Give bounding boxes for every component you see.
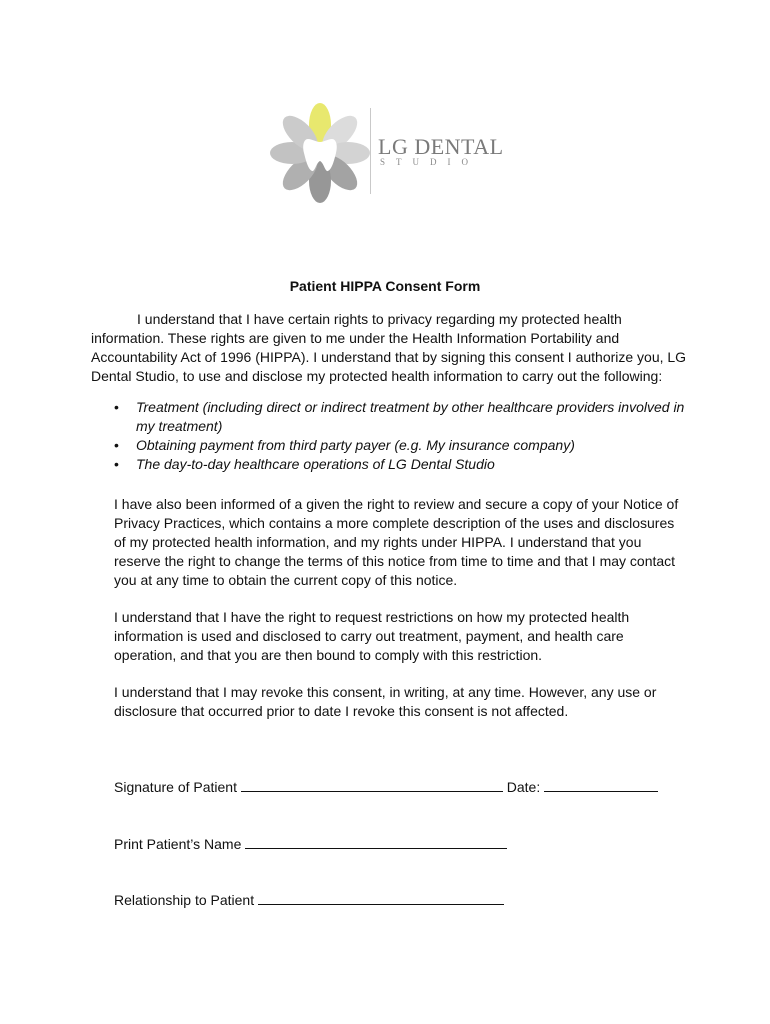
bullet-text: Treatment (including direct or indirect treatment by other healthcare providers involved in my treatment) [136, 399, 685, 434]
signature-field[interactable] [241, 777, 503, 792]
signature-label: Signature of Patient [114, 779, 237, 795]
print-name-label: Print Patient’s Name [114, 836, 242, 852]
print-name-row [114, 834, 507, 852]
relationship-row [114, 890, 504, 908]
date-field[interactable] [544, 777, 658, 792]
date-label: Date: [506, 779, 541, 795]
logo-divider [370, 108, 371, 194]
print-name-field[interactable] [245, 834, 507, 849]
bullet-icon: • [114, 456, 119, 472]
page-title: Patient HIPPA Consent Form [289, 278, 481, 294]
bullet-text: The day-to-day healthcare operations of LG Dental Studio [136, 456, 495, 472]
authorization-list [114, 398, 694, 474]
bullet-text: Obtaining payment from third party payer (e.g. My insurance company) [136, 437, 575, 453]
relationship-field[interactable] [258, 890, 504, 905]
signature-row [114, 777, 658, 795]
bullet-icon: • [114, 437, 119, 453]
logo-title: LG DENTAL [378, 134, 504, 159]
list-item [114, 398, 694, 436]
notice-paragraph: I have also been informed of a given the right to review and secure a copy of your Notice of Privacy Practices, which contains a more complete description of the uses and disclosures of my protected health information, and my rights under HIPPA. I understand that you reserve the right to change the terms of this notice from time to time and that I may contact you at any time to obtain the current copy of this notice. [114, 496, 679, 588]
intro-paragraph: I understand that I have certain rights to privacy regarding my protected health information. These rights are given to me under the Health Information Portability and Accountability Act of 1996 (HIPPA). I understand that by signing this consent I authorize you, LG Dental Studio, to use and disclose my protected health information to carry out the following: [91, 311, 687, 384]
logo-subtitle: STUDIO [380, 157, 479, 167]
list-item [114, 455, 694, 474]
bullet-icon: • [114, 399, 119, 415]
list-item [114, 436, 694, 455]
revoke-paragraph: I understand that I may revoke this consent, in writing, at any time. However, any use or disclosure that occurred prior to date I revoke this consent is not affected. [114, 684, 657, 719]
restrictions-paragraph: I understand that I have the right to request restrictions on how my protected health information is used and disclosed to carry out treatment, payment, and health care operation, and that you are then bound to comply with this restriction. [114, 609, 630, 663]
relationship-label: Relationship to Patient [114, 892, 255, 908]
lotus-tooth-icon [270, 103, 370, 203]
